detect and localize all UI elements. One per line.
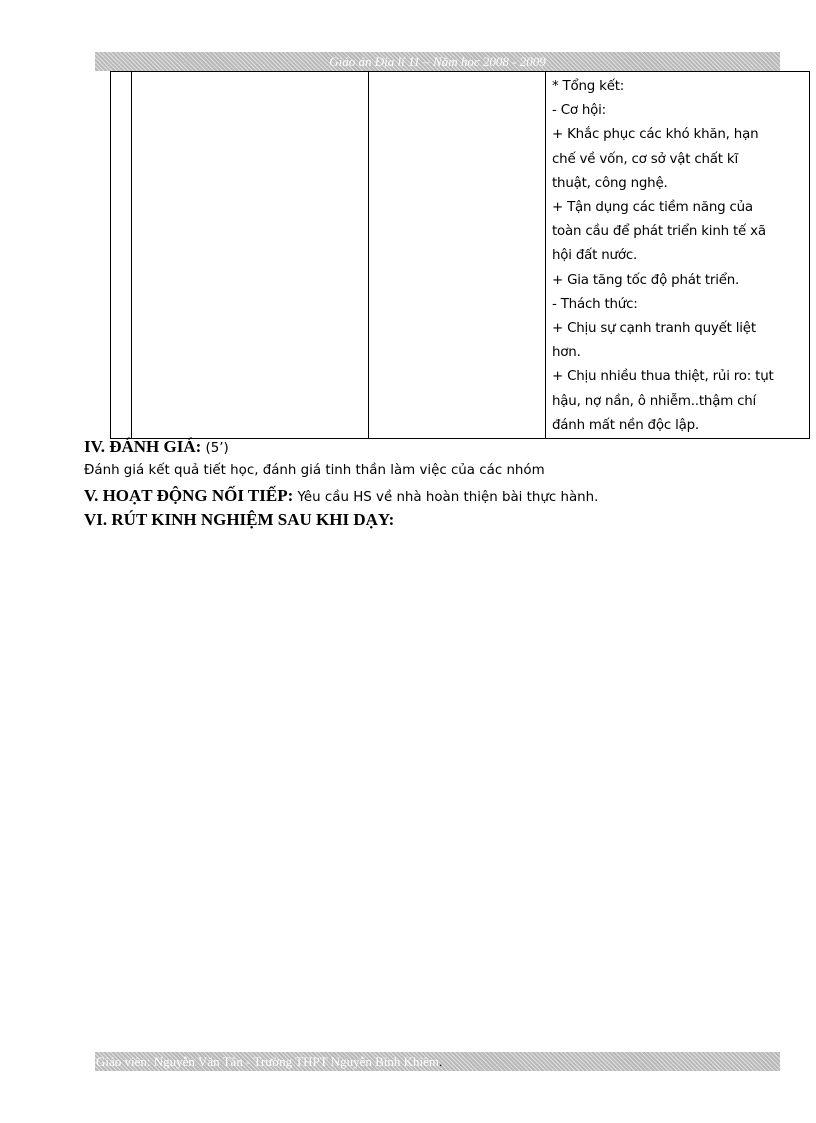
summary-line: + Gia tăng tốc độ phát triển. <box>552 272 740 288</box>
table-cell-index <box>111 72 132 439</box>
follow-up-body: Yêu cầu HS về nhà hoàn thiện bài thực hành. <box>297 490 599 505</box>
lesson-table <box>110 71 810 439</box>
summary-line: hội đất nước. <box>552 248 638 264</box>
table-cell-activity <box>132 72 369 439</box>
summary-line: * Tổng kết: <box>552 79 625 94</box>
table-row <box>111 72 810 439</box>
summary-line: toàn cầu để phát triển kinh tế xã <box>552 224 766 240</box>
summary-line: đánh mất nền độc lập. <box>552 417 699 433</box>
summary-line: hậu, nợ nần, ô nhiễm..thậm chí <box>552 393 757 409</box>
summary-line: hơn. <box>552 345 581 361</box>
summary-line: - Thách thức: <box>552 296 638 312</box>
summary-line: + Khắc phục các khó khăn, hạn <box>552 127 759 143</box>
evaluation-time: (5’) <box>205 441 229 456</box>
evaluation-heading <box>84 437 229 457</box>
summary-text <box>546 72 809 438</box>
page-footer-text: Giáo viên: Nguyễn Văn Tân - Trường THPT Nguyễn Bỉnh Khiêm <box>96 1054 440 1069</box>
summary-line: thuật, công nghệ. <box>552 175 668 191</box>
follow-up-heading <box>84 486 598 506</box>
summary-line: + Chịu sự cạnh tranh quyết liệt <box>552 321 756 337</box>
summary-line: + Tận dụng các tiềm năng của <box>552 200 753 216</box>
page-header <box>95 52 780 71</box>
reflection-heading: VI. RÚT KINH NGHIỆM SAU KHI DẠY: <box>84 510 395 529</box>
table-cell-student <box>369 72 546 439</box>
page-header-text: Giáo án Địa lí 11 – Năm học 2008 - 2009 <box>329 54 546 69</box>
evaluation-body: Đánh giá kết quả tiết học, đánh giá tinh thần làm việc của các nhóm <box>84 463 545 478</box>
summary-line: - Cơ hội: <box>552 103 606 119</box>
page-footer <box>95 1052 780 1071</box>
summary-line: + Chịu nhiều thua thiệt, rủi ro: tụt <box>552 369 774 385</box>
follow-up-heading-label: V. HOẠT ĐỘNG NỐI TIẾP: <box>84 486 294 505</box>
table-cell-summary <box>546 72 810 439</box>
summary-line: chế về vốn, cơ sở vật chất kĩ <box>552 151 738 167</box>
page-footer-period: . <box>439 1054 443 1069</box>
evaluation-heading-label: IV. ĐÁNH GIÁ: <box>84 437 202 456</box>
